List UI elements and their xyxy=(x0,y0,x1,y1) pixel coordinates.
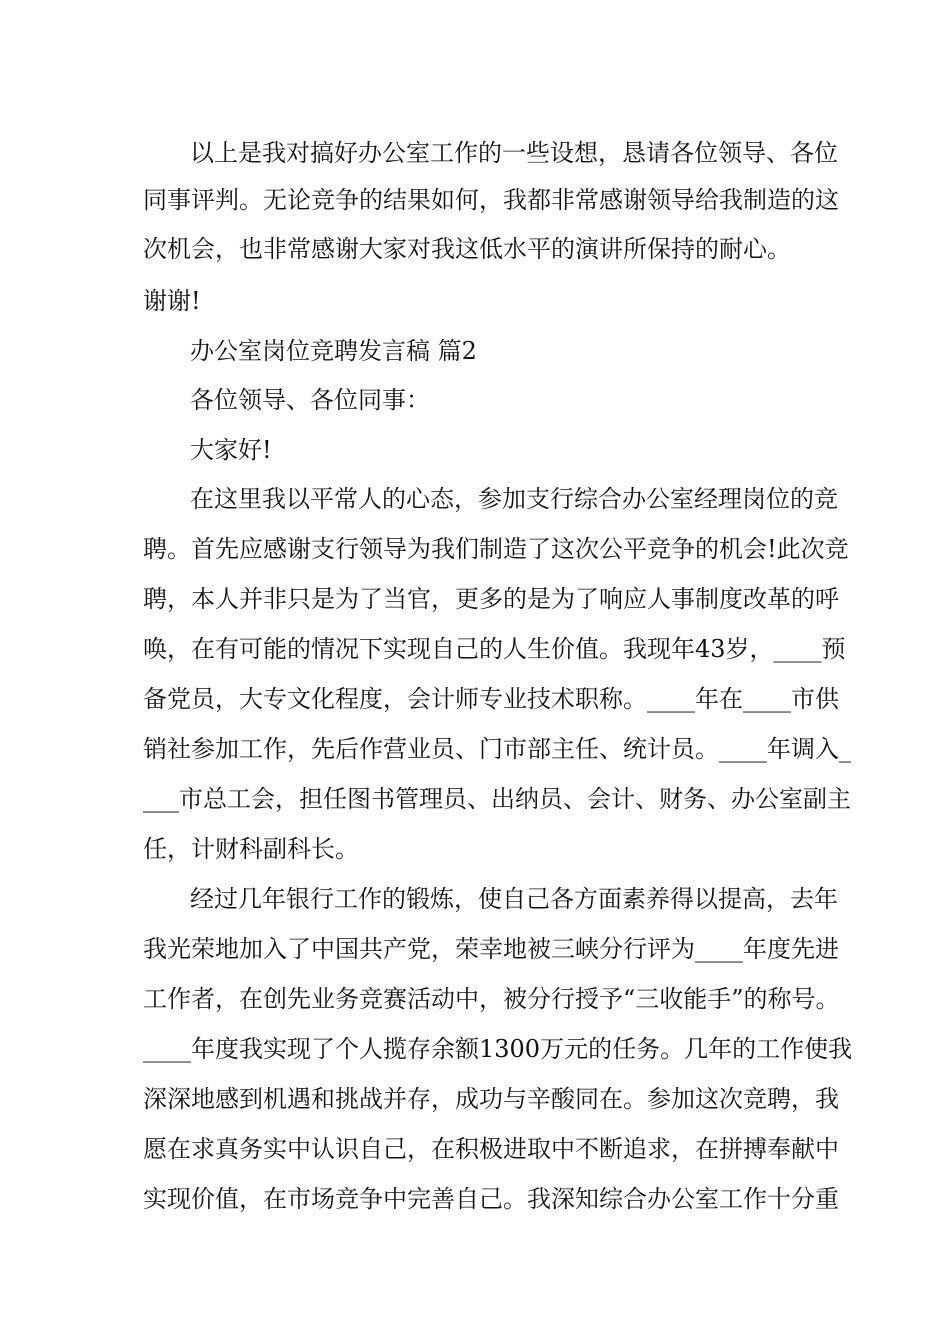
text-line: 聘，本人并非只是为了当官，更多的是为了响应人事制度改革的呼 xyxy=(143,585,839,613)
text-line: 以上是我对搞好办公室工作的一些设想，恳请各位领导、各位 xyxy=(190,139,838,167)
text-line: 在这里我以平常人的心态，参加支行综合办公室经理岗位的竞 xyxy=(190,485,838,513)
text-line: 次机会，也非常感谢大家对我这低水平的演讲所保持的耐心。 xyxy=(143,235,791,263)
text-line: ___市总工会，担任图书管理员、出纳员、会计、财务、办公室副主 xyxy=(143,785,851,813)
greeting: 大家好! xyxy=(190,436,272,464)
text-line: ____年度我实现了个人揽存余额1300万元的任务。几年的工作使我 xyxy=(143,1035,853,1063)
salutation: 各位领导、各位同事： xyxy=(190,386,430,414)
text-line: 实现价值，在市场竞争中完善自己。我深知综合办公室工作十分重 xyxy=(143,1185,839,1213)
text-line: 工作者，在创先业务竞赛活动中，被分行授予“三收能手”的称号。 xyxy=(143,985,840,1013)
text-line: 谢谢! xyxy=(143,287,201,315)
text-line: 唤，在有可能的情况下实现自己的人生价值。我现年43岁，____预 xyxy=(143,635,846,663)
section-heading: 办公室岗位竞聘发言稿 篇2 xyxy=(190,337,477,365)
text-line: 愿在求真务实中认识自己，在积极进取中不断追求，在拼搏奉献中 xyxy=(143,1135,839,1163)
text-line: 销社参加工作，先后作营业员、门市部主任、统计员。____年调入_ xyxy=(143,735,851,763)
text-line: 我光荣地加入了中国共产党，荣幸地被三峡分行评为____年度先进 xyxy=(143,935,839,963)
text-line: 任，计财科副科长。 xyxy=(143,835,359,863)
text-line: 经过几年银行工作的锻炼，使自己各方面素养得以提高，去年 xyxy=(190,885,838,913)
text-line: 同事评判。无论竞争的结果如何，我都非常感谢领导给我制造的这 xyxy=(143,186,839,214)
text-line: 深深地感到机遇和挑战并存，成功与辛酸同在。参加这次竞聘，我 xyxy=(143,1085,839,1113)
text-line: 备党员，大专文化程度，会计师专业技术职称。____年在____市供 xyxy=(143,685,839,713)
text-line: 聘。首先应感谢支行领导为我们制造了这次公平竞争的机会!此次竞 xyxy=(143,535,849,563)
